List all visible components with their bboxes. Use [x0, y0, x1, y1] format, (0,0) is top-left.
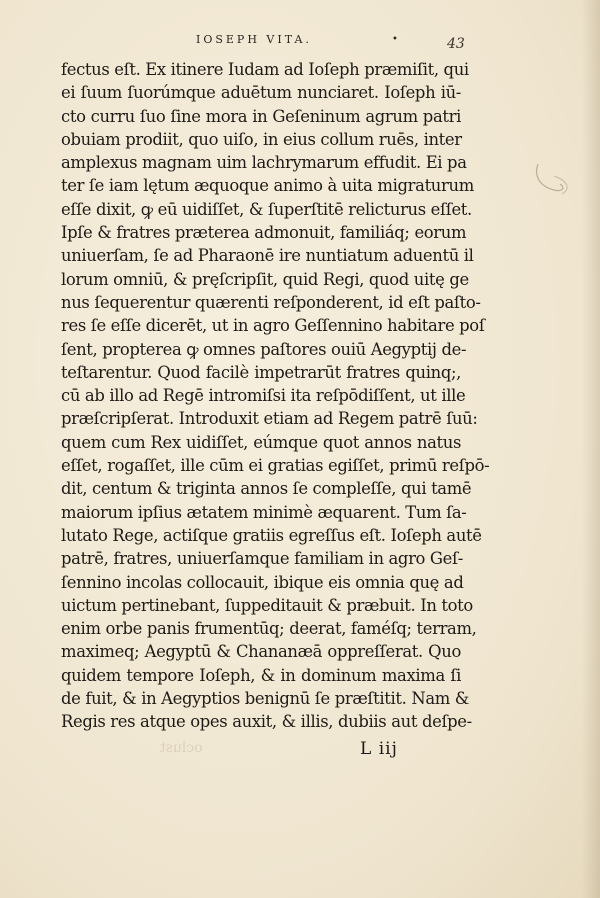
text-line: eſſe dixit, ꝙ eū uidiſſet, & ſuperſtitē relicturus eſſet.: [61, 199, 472, 219]
text-line: Ipſe & fratres præterea admonuit, familiáq; eorum: [61, 223, 467, 243]
text-line: quidem tempore Ioſeph, & in dominum maxima ſi: [61, 665, 461, 685]
text-line: fectus eſt. Ex itinere Iudam ad Ioſeph præmiſit, qui: [61, 60, 469, 79]
text-line: maximeq; Aegyptū & Chananæā oppreſſerat. Quo: [61, 642, 461, 662]
body-text: [61, 58, 490, 734]
text-line: uniuerſam, ſe ad Pharaonē ire nuntiatum aduentū il: [61, 246, 474, 266]
text-line: ſent, propterea ꝙ omnes paſtores ouiū Aegyptij de-: [61, 339, 467, 359]
text-line: teſtarentur. Quod facilè impetrarūt fratres quinq;,: [61, 362, 461, 382]
text-line: cto curru ſuo ſine mora in Geſeninum agrum patri: [61, 106, 461, 126]
text-line: Regis res atque opes auxit, & illis, dubiis aut deſpe-: [61, 712, 472, 732]
header-ornament: •: [392, 34, 398, 45]
text-line: res ſe eſſe dicerēt, ut in agro Geſſennino habitare poſ: [61, 316, 485, 336]
margin-pen-mark-icon: [532, 158, 582, 198]
text-line: eſſet, rogaſſet, ille cūm ei gratias egiſſet, primū reſpō-: [61, 456, 490, 476]
text-line: quem cum Rex uidiſſet, eúmque quot annos natus: [61, 432, 461, 452]
text-line: dit, centum & triginta annos ſe compleſſe, qui tamē: [61, 479, 472, 499]
text-line: enim orbe panis frumentūq; deerat, faméſq; terram,: [61, 619, 477, 639]
running-title: IOSEPH VITA.: [196, 33, 312, 46]
text-line: lorum omniū, & pręſcripſit, quid Regi, quod uitę ge: [61, 269, 469, 289]
page-number: 43: [447, 36, 465, 52]
text-line: nus ſequerentur quærenti reſponderent, id eſt paſto-: [61, 292, 481, 312]
show-through-text: oclust: [160, 740, 203, 756]
text-line: uictum pertinebant, ſuppeditauit & præbuit. In toto: [61, 595, 473, 615]
text-line: obuiam prodiit, quo uiſo, in eius collum ruēs, inter: [61, 129, 462, 149]
page-edge-shadow: [582, 0, 600, 898]
signature-mark: L iij: [360, 739, 398, 759]
text-line: maiorum ipſius ætatem minimè æquarent. Tum ſa-: [61, 502, 467, 522]
text-line: cū ab illo ad Regē intromiſsi ita reſpōdiſſent, ut ille: [61, 386, 466, 406]
text-line: præſcripſerat. Introduxit etiam ad Regem patrē ſuū:: [61, 409, 478, 429]
text-line: patrē, fratres, uniuerſamque familiam in agro Geſ-: [61, 549, 463, 569]
text-line: ei ſuum ſuorúmque aduētum nunciaret. Ioſeph iū-: [61, 83, 461, 103]
text-line: de fuit, & in Aegyptios benignū ſe præſtitit. Nam &: [61, 689, 470, 709]
text-line: ſennino incolas collocauit, ibique eis omnia quę ad: [61, 572, 464, 592]
text-line: amplexus magnam uim lachrymarum effudit. Ei pa: [61, 153, 467, 173]
text-line: lutato Rege, actiſque gratiis egreſſus eſt. Ioſeph autē: [61, 525, 482, 545]
text-line: ter ſe iam lętum æquoque animo à uita migraturum: [61, 176, 474, 196]
